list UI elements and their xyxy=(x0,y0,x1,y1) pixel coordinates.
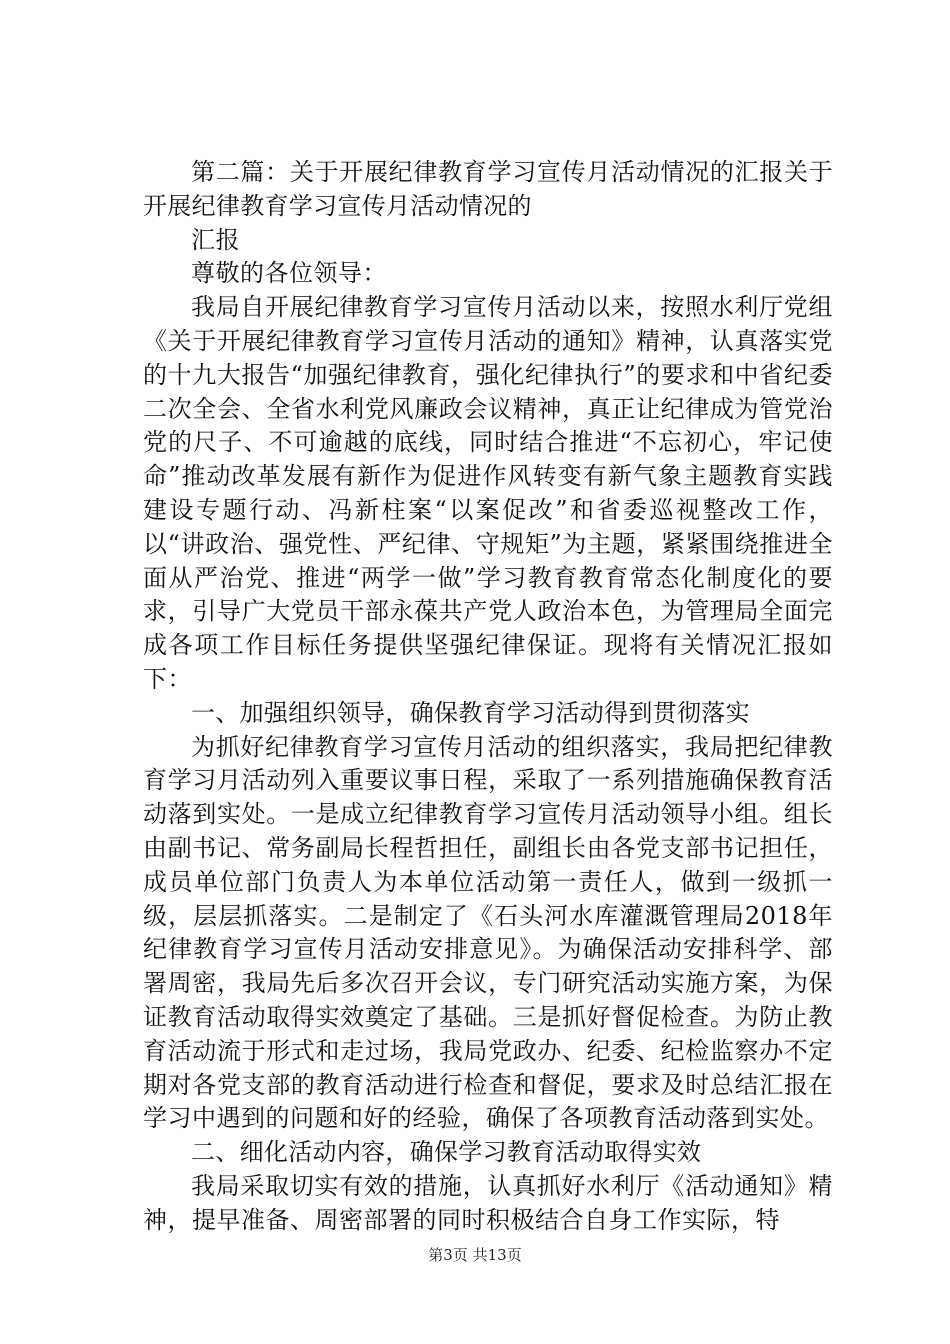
page-number-footer: 第3页 共13页 xyxy=(428,1246,522,1264)
section-heading-2: 二、细化活动内容，确保学习教育活动取得实效 xyxy=(191,1138,702,1167)
salutation: 尊敬的各位领导： xyxy=(191,259,387,288)
body-paragraph: 我局采取切实有效的措施，认真抓好水利厅《活动通知》精神，提早准备、周密部署的同时积极结合自身工作实际，特 xyxy=(143,1171,833,1234)
document-body xyxy=(143,156,833,1238)
document-subtitle: 汇报 xyxy=(191,225,240,254)
body-paragraph: 我局自开展纪律教育学习宣传月活动以来，按照水利厅党组《关于开展纪律教育学习宣传月活动的通知》精神，认真落实党的十九大报告“加强纪律教育，强化纪律执行”的要求和中省纪委二次全会、全省水利党风廉政会议精神，真正让纪律成为管党治党的尺子、不可逾越的底线，同时结合推进“不忘初心，牢记使命”推动改革发展有新作为促进作风转变有新气象主题教育实践建设专题行动、冯新柱案“以案促改”和省委巡视整改工作，以“讲政治、强党性、严纪律、守规矩”为主题，紧紧围绕推进全面从严治党、推进“两学一做”学习教育教育常态化制度化的要求，引导广大党员干部永葆共产党人政治本色，为管理局全面完成各项工作目标任务提供坚强纪律保证。现将有关情况汇报如下： xyxy=(143,293,833,693)
document-title: 第二篇：关于开展纪律教育学习宣传月活动情况的汇报关于开展纪律教育学习宣传月活动情况的 xyxy=(143,158,833,220)
section-heading-1: 一、加强组织领导，确保教育学习活动得到贯彻落实 xyxy=(191,698,750,727)
body-paragraph: 为抓好纪律教育学习宣传月活动的组织落实，我局把纪律教育学习月活动列入重要议事日程，采取了一系列措施确保教育活动落到实处。一是成立纪律教育学习宣传月活动领导小组。组长由副书记、常务副局长程哲担任，副组长由各党支部书记担任，成员单位部门负责人为本单位活动第一责任人，做到一级抓一级，层层抓落实。二是制定了《石头河水库灌溉管理局2018年纪律教育学习宣传月活动安排意见》。为确保活动安排科学、部署周密，我局先后多次召开会议，专门研究活动实施方案，为保证教育活动取得实效奠定了基础。三是抓好督促检查。为防止教育活动流于形式和走过场，我局党政办、纪委、纪检监察办不定期对各党支部的教育活动进行检查和督促，要求及时总结汇报在学习中遇到的问题和好的经验，确保了各项教育活动落到实处。 xyxy=(143,732,833,1133)
